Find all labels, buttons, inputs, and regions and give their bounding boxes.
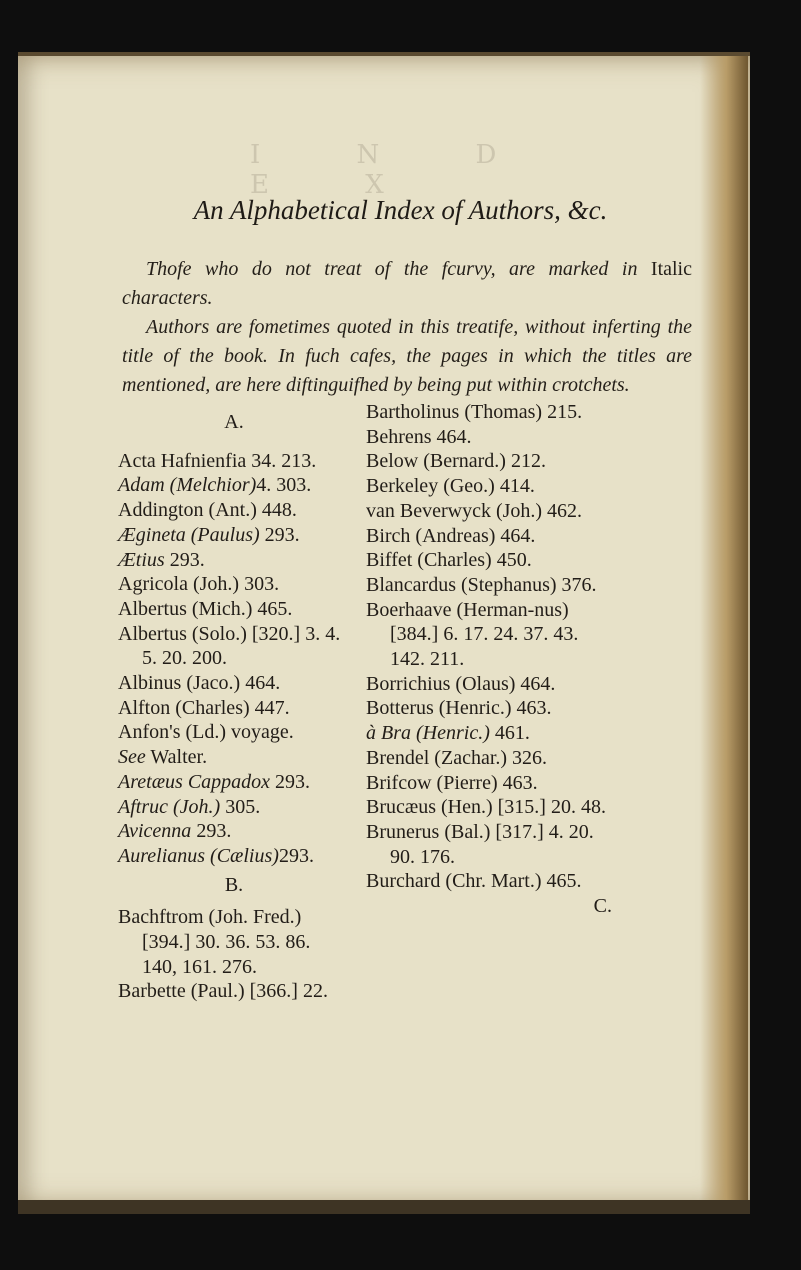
index-entry: Albertus (Mich.) 465. (118, 597, 293, 620)
index-entry: Burchard (Chr. Mart.) 465. (366, 870, 582, 893)
intro-roman-word: Italic (650, 258, 692, 280)
page-refs: 293. (259, 523, 300, 546)
page-bottom-shadow (18, 1200, 750, 1214)
intro-paragraph-1 (122, 255, 692, 313)
see-reference: See (118, 746, 146, 769)
index-entry: Blancardus (Stephanus) 376. (366, 573, 597, 596)
index-entry: Brunerus (Bal.) [317.] 4. 20. 90. 176. (366, 820, 594, 868)
index-entry: Alfton (Charles) 447. (118, 696, 290, 719)
index-entry: Botterus (Henric.) 463. (366, 697, 552, 720)
intro-text: Thofe who do not treat of the fcurvy, are marked in (146, 258, 651, 280)
index-entry: Albinus (Jaco.) 464. (118, 672, 281, 695)
index-entry: Agricola (Joh.) 303. (118, 573, 280, 596)
index-entry: Bartholinus (Thomas) 215. (366, 401, 583, 423)
index-entry (366, 721, 616, 746)
index-entry: Acta Hafnienfia 34. 213. (118, 449, 317, 472)
page-refs: 293. (164, 548, 205, 571)
author-name: Aretæus Cappadox (118, 770, 271, 793)
intro-note (122, 255, 692, 400)
author-name: Avicenna (118, 820, 192, 843)
index-entry: Biffet (Charles) 450. (366, 549, 532, 572)
index-entry: Behrens 464. (366, 425, 472, 448)
index-entry: Anfon's (Ld.) voyage. (118, 721, 294, 744)
index-entry: Berkeley (Geo.) 414. (366, 475, 535, 498)
index-entry: Bachftrom (Joh. Fred.) [394.] 30. 36. 53. 86. 140, 161. 276. (118, 906, 311, 978)
index-entry (118, 473, 350, 498)
page-refs: 305. (220, 795, 261, 818)
index-entry: Borrichius (Olaus) 464. (366, 672, 556, 695)
index-column-left (118, 400, 350, 1004)
page-refs: 293. (278, 844, 314, 867)
author-name: Walter. (145, 746, 208, 769)
page-refs: 461. (489, 722, 530, 745)
index-entry (118, 795, 350, 820)
index-entry: Brifcow (Pierre) 463. (366, 771, 538, 794)
author-name: Aurelianus (Cælius) (118, 844, 279, 867)
index-entry (118, 745, 350, 770)
index-entry: Boerhaave (Herman-nus) [384.] 6. 17. 24. 37. 43. 142. 211. (366, 598, 579, 671)
index-entry: Below (Bernard.) 212. (366, 450, 546, 473)
index-entry: Barbette (Paul.) [366.] 22. (118, 980, 328, 1003)
intro-paragraph-2: Authors are fometimes quoted in this treatife, without inferting the title of the book. In fuch cafes, the pages in which the titles are mentioned, are here diftinguifhed by being put within crotchets. (122, 316, 692, 396)
page-gutter-edge (700, 56, 748, 1206)
index-entry: Albertus (Solo.) [320.] 3. 4. 5. 20. 200. (118, 622, 341, 670)
author-name: Ægineta (Paulus) (118, 523, 260, 546)
author-name: à Bra (Henric.) (366, 722, 490, 745)
index-entry (118, 523, 350, 548)
author-name: Adam (Melchior) (118, 474, 257, 497)
author-name: Aftruc (Joh.) (118, 795, 221, 818)
page-refs: 4. 303. (256, 474, 312, 497)
index-entry: Brendel (Zachar.) 326. (366, 746, 548, 769)
index-entry (118, 819, 350, 844)
section-letter-b: B. (224, 873, 244, 896)
index-entry (118, 770, 350, 795)
bleed-through-text: I N D E X (250, 140, 541, 200)
index-entry: Addington (Ant.) 448. (118, 499, 297, 522)
index-entry (118, 844, 350, 869)
section-letter-a: A. (224, 411, 244, 433)
index-entry: van Beverwyck (Joh.) 462. (366, 499, 583, 522)
author-name: Ætius (118, 548, 165, 571)
catchword: C. (593, 895, 612, 918)
page-title: An Alphabetical Index of Authors, &c. (193, 195, 608, 225)
page-refs: 293. (191, 820, 232, 843)
index-entry: Brucæus (Hen.) [315.] 20. 48. (366, 796, 606, 819)
index-entry (118, 548, 350, 573)
index-column-right (366, 400, 616, 919)
page-refs: 293. (270, 770, 311, 793)
index-entry: Birch (Andreas) 464. (366, 524, 536, 547)
intro-text: characters. (122, 287, 213, 309)
